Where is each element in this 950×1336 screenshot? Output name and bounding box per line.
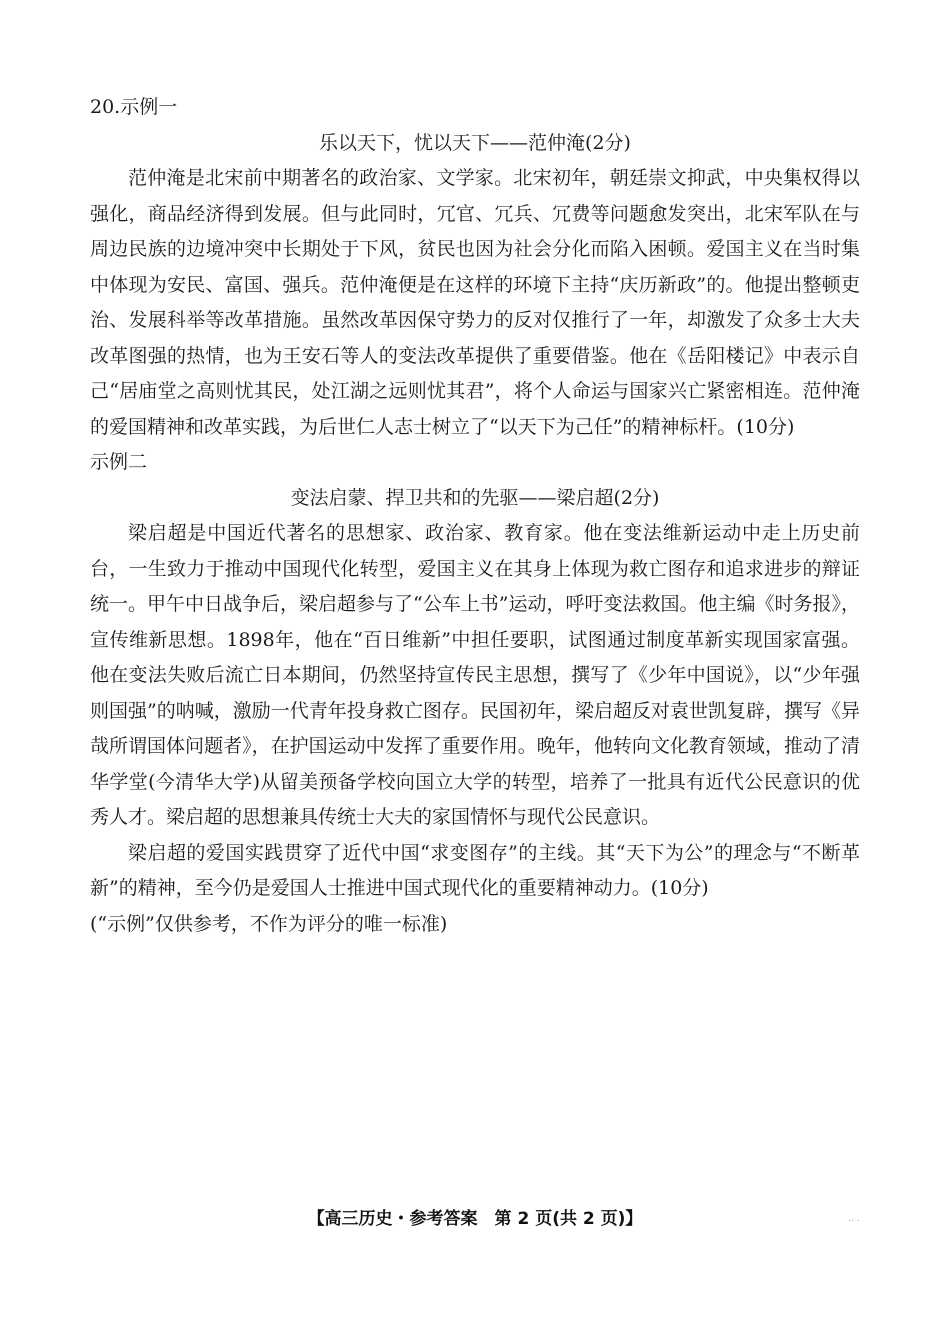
example2-paragraph-2: 梁启超的爱国实践贯穿了近代中国“求变图存”的主线。其“天下为公”的理念与“不断革新”的精神，至今仍是爱国人士推进中国式现代化的重要精神动力。(10分) — [90, 841, 860, 899]
example2-label: 示例二 — [90, 451, 148, 473]
example2-title: 变法启蒙、捍卫共和的先驱——梁启超(2分) — [290, 486, 660, 509]
question-number-heading: 20.示例一 — [90, 96, 178, 118]
example2-paragraph-1: 梁启超是中国近代著名的思想家、政治家、教育家。他在变法维新运动中走上历史前台，一生致力于推动中国现代化转型，爱国主义在其身上体现为救亡图存和追求进步的辩证统一。甲午中日战争后，梁启超参与了“公车上书”运动，呼吁变法救国。他主编《时务报》，宣传维新思想。1898年，他在“百日维新”中担任要职，试图通过制度革新实现国家富强。他在变法失败后流亡日本期间，仍然坚持宣传民主思想，撰写了《少年中国说》，以“少年强则国强”的呐喊，激励一代青年投身救亡图存。民国初年，梁启超反对袁世凯复辟，撰写《异哉所谓国体问题者》，在护国运动中发挥了重要作用。晚年，他转向文化教育领域，推动了清华学堂(今清华大学)从留美预备学校向国立大学的转型，培养了一批具有近代公民意识的优秀人才。梁启超的思想兼具传统士大夫的家国情怀与现代公民意识。 — [90, 522, 860, 828]
example1-paragraph: 范仲淹是北宋前中期著名的政治家、文学家。北宋初年，朝廷崇文抑武，中央集权得以强化，商品经济得到发展。但与此同时，冗官、冗兵、冗费等问题愈发突出，北宋军队在与周边民族的边境冲突中长期处于下风，贫民也因为社会分化而陷入困顿。爱国主义在当时集中体现为安民、富国、强兵。范仲淹便是在这样的环境下主持“庆历新政”的。他提出整顿吏治、发展科举等改革措施。虽然改革因保守势力的反对仅推行了一年，却激发了众多士大夫改革图强的热情，也为王安石等人的变法改革提供了重要借鉴。他在《岳阳楼记》中表示自己“居庙堂之高则忧其民，处江湖之远则忧其君”，将个人命运与国家兴亡紧密相连。范仲淹的爱国精神和改革实践，为后世仁人志士树立了“以天下为己任”的精神标杆。(10分) — [90, 167, 860, 438]
page-footer: 【高三历史・参考答案 第 2 页(共 2 页)】 — [307, 1209, 643, 1229]
answer-content — [90, 90, 860, 942]
reference-note: (“示例”仅供参考，不作为评分的唯一标准) — [90, 912, 448, 935]
example1-title: 乐以天下，忧以天下——范仲淹(2分) — [319, 131, 631, 154]
corner-mark: .. . — [848, 1214, 860, 1224]
